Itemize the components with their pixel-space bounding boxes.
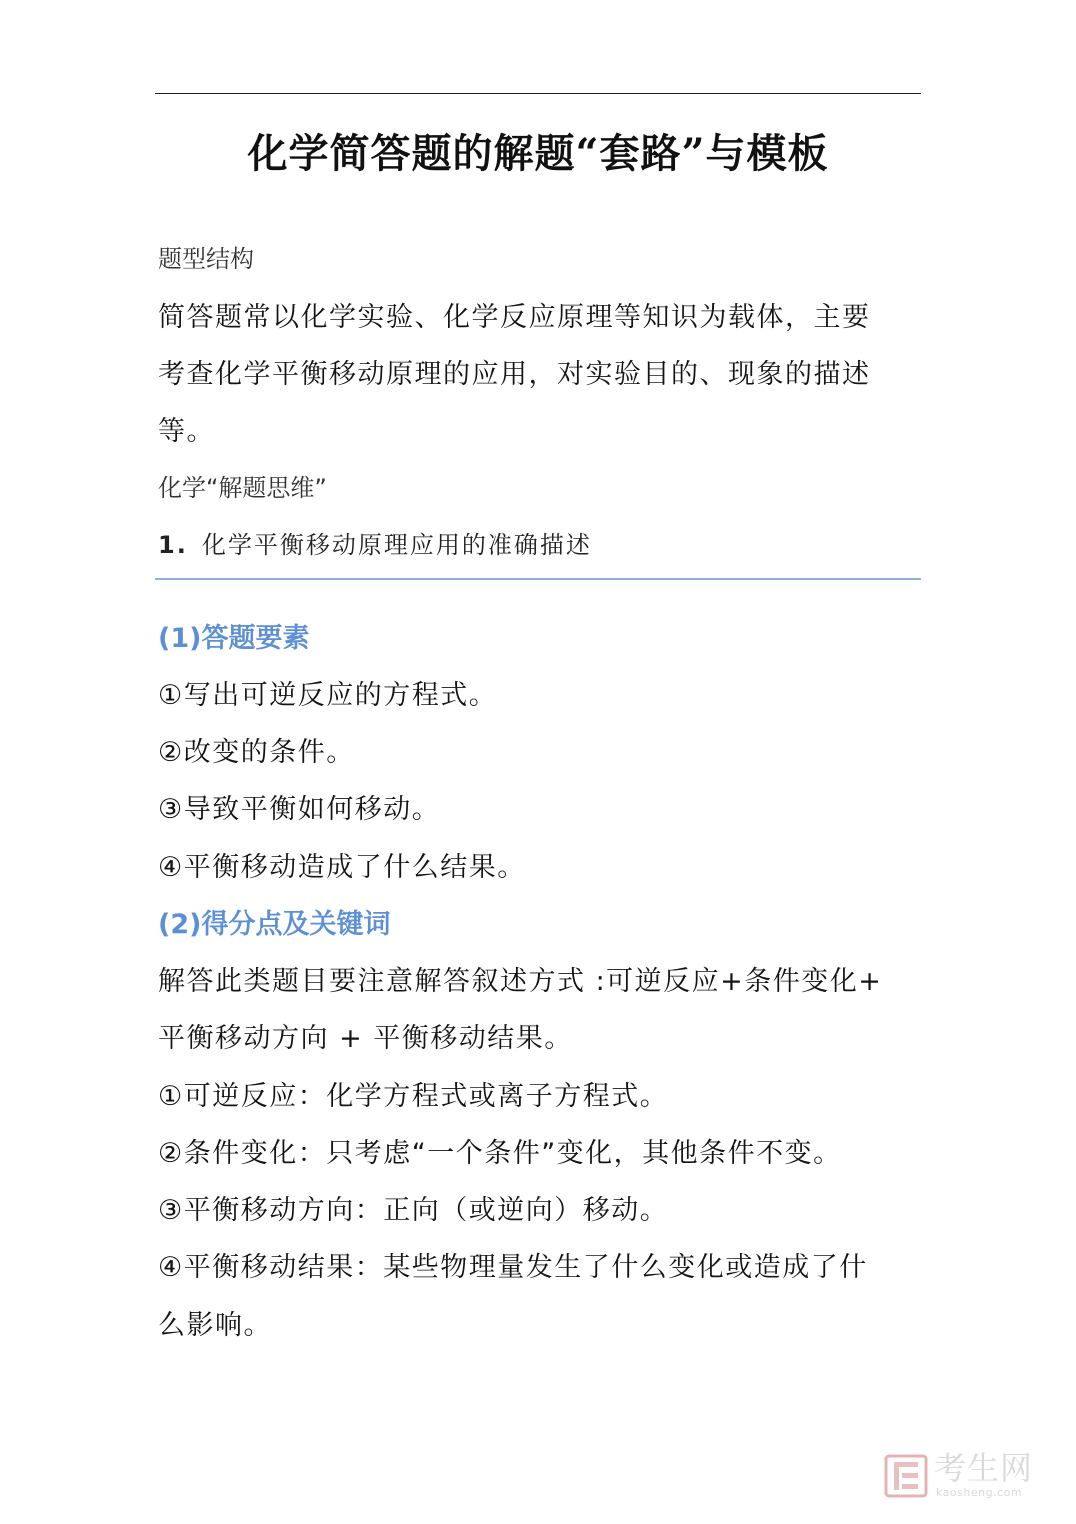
subheading-answer-elements: (1)答题要素 (158, 623, 310, 654)
section-heading-text: 化学平衡移动原理应用的准确描述 (201, 531, 592, 559)
list-item: ④平衡移动结果：某些物理量发生了什么变化或造成了什 (158, 1252, 868, 1283)
watermark (884, 1450, 1054, 1504)
list-item: ③导致平衡如何移动。 (158, 794, 441, 825)
list-item: ①可逆反应：化学方程式或离子方程式。 (158, 1081, 669, 1112)
header-rule (155, 93, 921, 94)
intro-line: 考查化学平衡移动原理的应用，对实验目的、现象的描述 (158, 359, 871, 390)
paragraph-line: 解答此类题目要注意解答叙述方式 :可逆反应+条件变化+ (158, 966, 883, 997)
kaosheng-logo-icon (884, 1454, 928, 1498)
subheading-scoring-keywords: (2)得分点及关键词 (158, 909, 391, 940)
intro-line: 等。 (158, 416, 215, 447)
thinking-label: 化学“解题思维” (158, 474, 327, 502)
paragraph-line: 平衡移动方向 + 平衡移动结果。 (158, 1023, 573, 1054)
list-item-continuation: 么影响。 (158, 1310, 272, 1341)
list-item: ①写出可逆反应的方程式。 (158, 680, 498, 711)
section-label: 题型结构 (158, 245, 254, 273)
list-item: ②条件变化：只考虑“一个条件”变化，其他条件不变。 (158, 1138, 842, 1169)
section-number: 1. (158, 531, 188, 559)
page-title: 化学简答题的解题“套路”与模板 (247, 130, 829, 177)
section-heading (158, 527, 592, 563)
list-item: ②改变的条件。 (158, 737, 355, 768)
heading-underline (155, 578, 921, 580)
list-item: ④平衡移动造成了什么结果。 (158, 852, 526, 883)
watermark-name: 考生网 (934, 1449, 1034, 1487)
intro-line: 简答题常以化学实验、化学反应原理等知识为载体，主要 (158, 302, 871, 333)
list-item: ③平衡移动方向：正向（或逆向）移动。 (158, 1195, 669, 1226)
watermark-url: kaosheng.com (936, 1486, 1023, 1499)
